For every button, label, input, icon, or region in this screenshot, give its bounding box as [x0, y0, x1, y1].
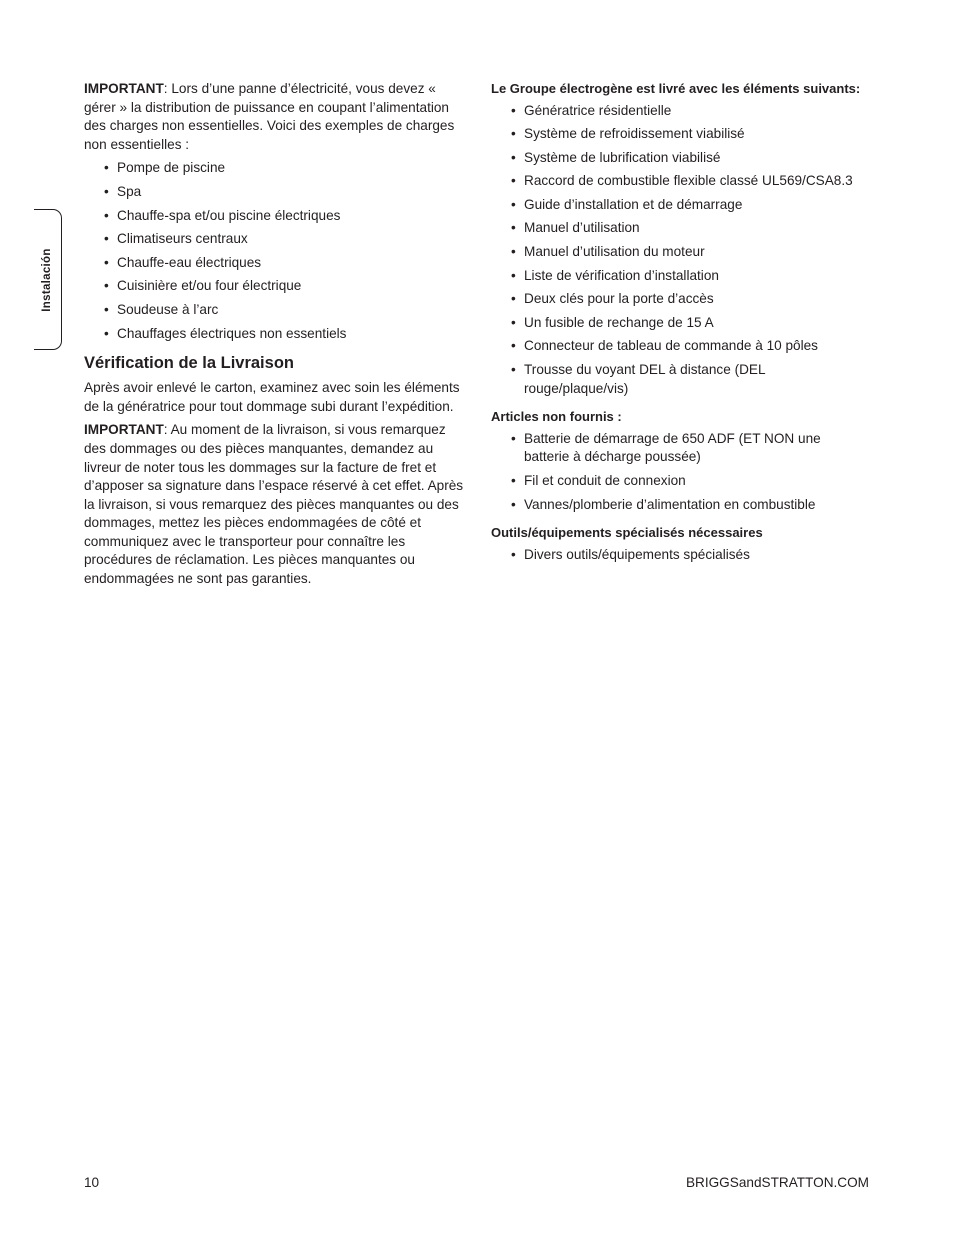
list-item: • Chauffages électriques non essentiels: [104, 325, 464, 344]
right-column: [491, 80, 863, 569]
list-item: • Divers outils/équipements spécialisés: [511, 546, 863, 565]
list-item: • Génératrice résidentielle: [511, 102, 863, 121]
important-note-delivery: [84, 421, 464, 588]
list-item: • Pompe de piscine: [104, 159, 464, 178]
delivery-check-paragraph: Après avoir enlevé le carton, examinez avec soin les éléments de la génératrice pour tout dommage subi durant l’expédition.: [84, 380, 460, 414]
important-label: IMPORTANT: [84, 422, 164, 438]
website-url: BRIGGSandSTRATTON.COM: [685, 1175, 869, 1190]
list-item: • Manuel d’utilisation: [511, 219, 863, 238]
list-item: • Chauffe-eau électriques: [104, 254, 464, 273]
not-supplied-heading: Articles non fournis :: [491, 409, 622, 425]
non-essential-loads-list: [84, 159, 464, 343]
not-supplied-list: [491, 430, 863, 514]
list-item: • Liste de vérification d’installation: [511, 267, 863, 286]
list-item: • Raccord de combustible flexible classé UL569/CSA8.3: [511, 172, 863, 191]
list-item: • Manuel d’utilisation du moteur: [511, 243, 863, 262]
list-item: • Système de lubrification viabilisé: [511, 149, 863, 168]
important-label: IMPORTANT: [84, 81, 164, 96]
list-item: • Guide d’installation et de démarrage: [511, 196, 863, 215]
supplied-items-list: [491, 102, 863, 399]
list-item: • Cuisinière et/ou four électrique: [104, 277, 464, 296]
list-item: • Climatiseurs centraux: [104, 230, 464, 249]
important-text: : Au moment de la livraison, si vous remarquez des dommages ou des pièces manquantes, demandez au livreur de noter tous les dommages sur la facture de fret et d’apposer sa signature dans l’espace réservé à cet effet. Après la livraison, si vous remarquez des pièces manquantes ou des dommages, mettez les pièces endommagées de côté et communiquez avec le transporteur pour connaître les procédures de réclamation. Les pièces manquantes ou endommagées ne sont pas garanties.: [84, 422, 464, 587]
important-text: : Lors d’une panne d’électricité, vous devez « gérer » la distribution de puissance en coupant l’alimentation des charges non essentielles. Voici des exemples de charges non essentielles :: [84, 81, 455, 152]
left-column: [84, 80, 464, 594]
supplied-items-heading: Le Groupe électrogène est livré avec les éléments suivants:: [491, 81, 861, 96]
special-tools-list: [491, 546, 863, 565]
special-tools-heading: Outils/équipements spécialisés nécessaires: [491, 525, 763, 541]
list-item: • Système de refroidissement viabilisé: [511, 125, 863, 144]
list-item: • Fil et conduit de connexion: [511, 472, 863, 491]
list-item: • Trousse du voyant DEL à distance (DEL rouge/plaque/vis): [511, 361, 863, 398]
list-item: • Connecteur de tableau de commande à 10 pôles: [511, 337, 863, 356]
section-side-tab-label: Instalación: [41, 248, 53, 312]
list-item: • Batterie de démarrage de 650 ADF (ET NON une batterie à décharge poussée): [511, 430, 863, 467]
list-item: • Soudeuse à l’arc: [104, 301, 464, 320]
delivery-check-heading: Vérification de la Livraison: [84, 354, 294, 373]
list-item: • Vannes/plomberie d’alimentation en combustible: [511, 496, 863, 515]
section-side-tab: [34, 209, 62, 350]
list-item: • Spa: [104, 183, 464, 202]
list-item: • Deux clés pour la porte d’accès: [511, 290, 863, 309]
list-item: • Chauffe-spa et/ou piscine électriques: [104, 207, 464, 226]
list-item: • Un fusible de rechange de 15 A: [511, 314, 863, 333]
important-note-loads: [84, 80, 464, 154]
page-number: 10: [84, 1175, 100, 1190]
